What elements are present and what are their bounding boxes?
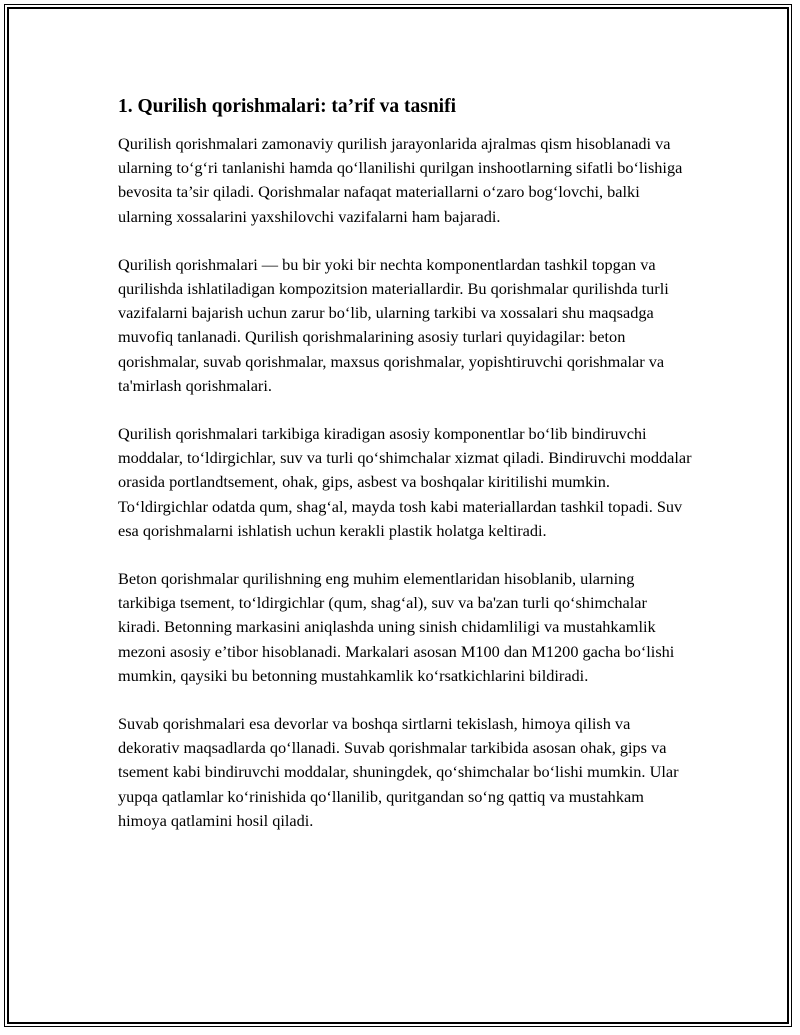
section-heading: 1. Qurilish qorishmalari: ta’rif va tasnifi (118, 96, 456, 117)
paragraph-intro: Qurilish qorishmalari zamonaviy qurilish jarayonlarida ajralmas qism hisoblanadi va ularning to‘g‘ri tanlanishi hamda qo‘llanilishi qurilgan inshootlarning sifatli bo‘lishiga bevosita ta’sir qiladi. Qorishmalar nafaqat materiallarni o‘zaro bog‘lovchi, balki ularning xossalarini yaxshilovchi vazifalarni ham bajaradi. (118, 134, 683, 226)
document-body (118, 94, 693, 857)
paragraph-plaster: Suvab qorishmalari esa devorlar va boshqa sirtlarni tekislash, himoya qilish va dekorativ maqsadlarda qo‘llanadi. Suvab qorishmalar tarkibida asosan ohak, gips va tsement kabi bindiruvchi moddalar, shuningdek, qo‘shimchalar bo‘lishi mumkin. Ular yupqa qatlamlar ko‘rinishida qo‘llanilib, quritgandan so‘ng qattiq va mustahkam himoya qatlamini hosil qiladi. (118, 714, 679, 830)
paragraph-concrete: Beton qorishmalar qurilishning eng muhim elementlaridan hisoblanib, ularning tarkibiga tsement, to‘ldirgichlar (qum, shag‘al), suv va ba'zan turli qo‘shimchalar kiradi. Betonning markasini aniqlashda uning sinish chidamliligi va mustahkamlik mezoni asosiy e’tibor hisoblanadi. Markalari asosan M100 dan M1200 gacha bo‘lishi mumkin, qaysiki bu betonning mustahkamlik ko‘rsatkichlarini bildiradi. (118, 569, 675, 685)
paragraph-definition: Qurilish qorishmalari — bu bir yoki bir nechta komponentlardan tashkil topgan va qurilishda ishlatiladigan kompozitsion materiallardir. Bu qorishmalar qurilishda turli vazifalarni bajarish uchun zarur bo‘lib, ularning tarkibi va xossalari shu maqsadga muvofiq tanlanadi. Qurilish qorishmalarining asosiy turlari quyidagilar: beton qorishmalar, suvab qorishmalar, maxsus qorishmalar, yopishtiruvchi qorishmalar va ta'mirlash qorishmalari. (118, 254, 669, 395)
paragraph-components: Qurilish qorishmalari tarkibiga kiradigan asosiy komponentlar bo‘lib bindiruvchi moddalar, to‘ldirgichlar, suv va turli qo‘shimchalar xizmat qiladi. Bindiruvchi moddalar orasida portlandtsement, ohak, gips, asbest va boshqalar kiritilishi mumkin. To‘ldirgichlar odatda qum, shag‘al, mayda tosh kabi materiallardan tashkil topadi. Suv esa qorishmalarni ishlatish uchun kerakli plastik holatga keltiradi. (118, 424, 692, 540)
